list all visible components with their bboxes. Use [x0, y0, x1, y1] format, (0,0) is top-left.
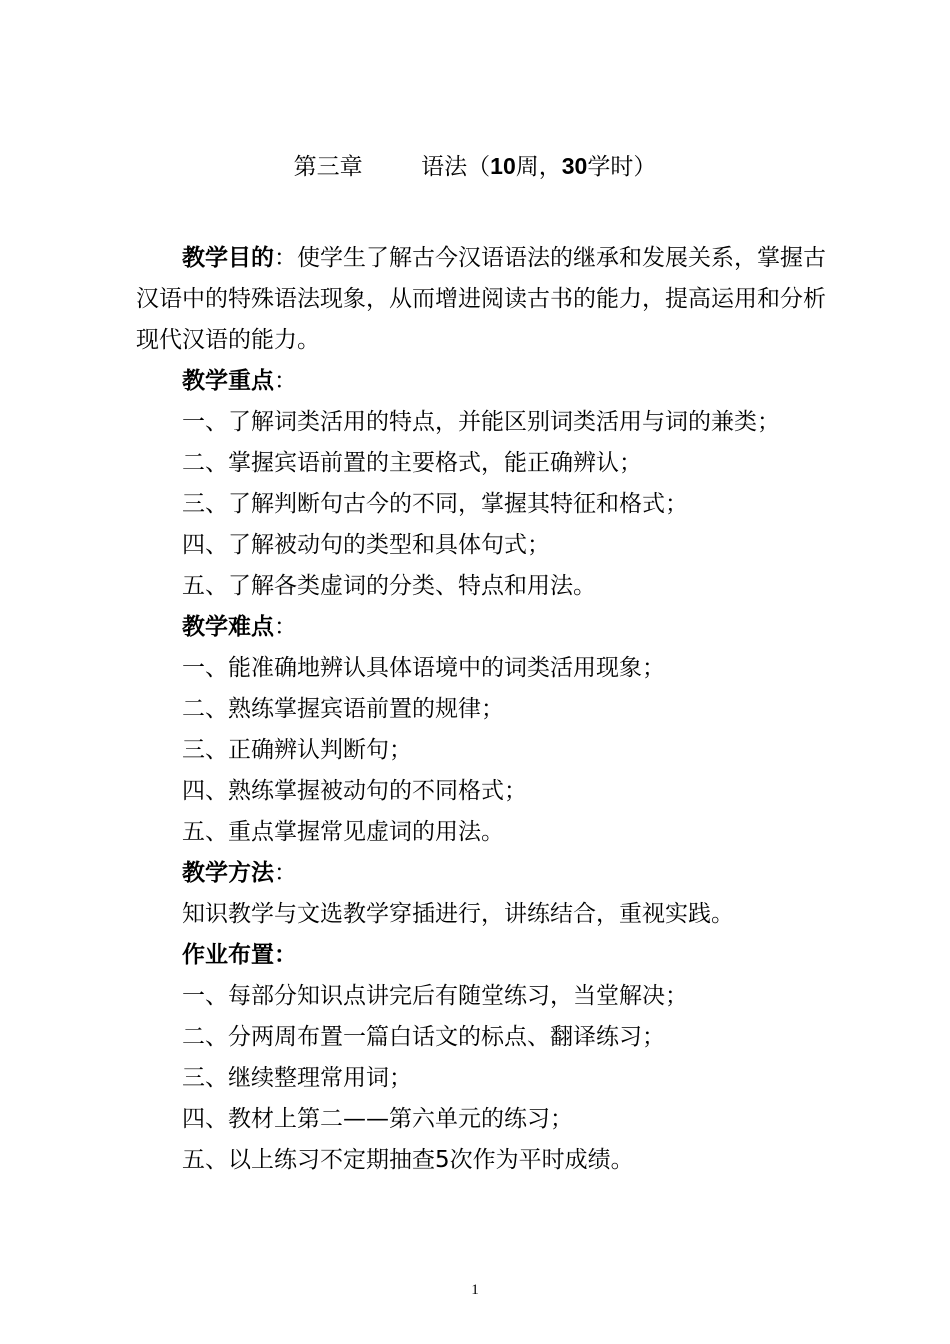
objective-paragraph: [136, 238, 826, 361]
key-point-item: 四、了解被动句的类型和具体句式；: [182, 532, 550, 558]
key-point-item: 二、掌握宾语前置的主要格式，能正确辨认；: [182, 450, 642, 476]
method-colon: ：: [274, 860, 297, 886]
method-label: 教学方法: [182, 860, 274, 886]
key-points-label: 教学重点: [182, 368, 274, 394]
chapter-number: 第三章: [293, 154, 363, 180]
method-text: 知识教学与文选教学穿插进行，讲练结合，重视实践。: [182, 901, 734, 927]
difficulty-item: 四、熟练掌握被动句的不同格式；: [182, 778, 527, 804]
hours-unit: 学时）: [587, 154, 657, 180]
difficulties-colon: ：: [274, 614, 297, 640]
homework-item: 三、继续整理常用词；: [182, 1065, 412, 1091]
page-number: 1: [471, 1282, 479, 1298]
objective-text: ：使学生了解古今汉语语法的继承和发展关系，掌握古汉语中的特殊语法现象，从而增进阅读古书的能力，提高运用和分析现代汉语的能力。: [136, 245, 826, 353]
homework-heading: 作业布置：: [182, 942, 297, 968]
key-point-item: 三、了解判断句古今的不同，掌握其特征和格式；: [182, 491, 688, 517]
chapter-title: [0, 148, 950, 185]
key-point-item: 五、了解各类虚词的分类、特点和用法。: [182, 573, 596, 599]
key-points-heading: [136, 361, 826, 402]
difficulty-item: 三、正确辨认判断句；: [182, 737, 412, 763]
homework-item: 二、分两周布置一篇白话文的标点、翻译练习；: [182, 1024, 665, 1050]
objective-label: 教学目的: [182, 245, 274, 271]
title-gap: [363, 154, 422, 180]
homework-item: 一、每部分知识点讲完后有随堂练习，当堂解决；: [182, 983, 688, 1009]
hours-number: 30: [561, 153, 588, 179]
homework-item: 四、教材上第二——第六单元的练习；: [182, 1106, 573, 1132]
document-body: [136, 238, 826, 1181]
key-points-colon: ：: [274, 368, 297, 394]
method-heading: [136, 853, 826, 894]
key-point-item: 一、了解词类活用的特点，并能区别词类活用与词的兼类；: [182, 409, 780, 435]
weeks-unit: 周，: [515, 154, 562, 180]
homework-item: 五、以上练习不定期抽查5次作为平时成绩。: [182, 1147, 634, 1173]
difficulties-label: 教学难点: [182, 614, 274, 640]
difficulty-item: 二、熟练掌握宾语前置的规律；: [182, 696, 504, 722]
difficulties-heading: [136, 607, 826, 648]
difficulty-item: 一、能准确地辨认具体语境中的词类活用现象；: [182, 655, 665, 681]
weeks-number: 10: [490, 153, 516, 179]
difficulty-item: 五、重点掌握常见虚词的用法。: [182, 819, 504, 845]
chapter-subject: 语法（: [421, 154, 491, 180]
